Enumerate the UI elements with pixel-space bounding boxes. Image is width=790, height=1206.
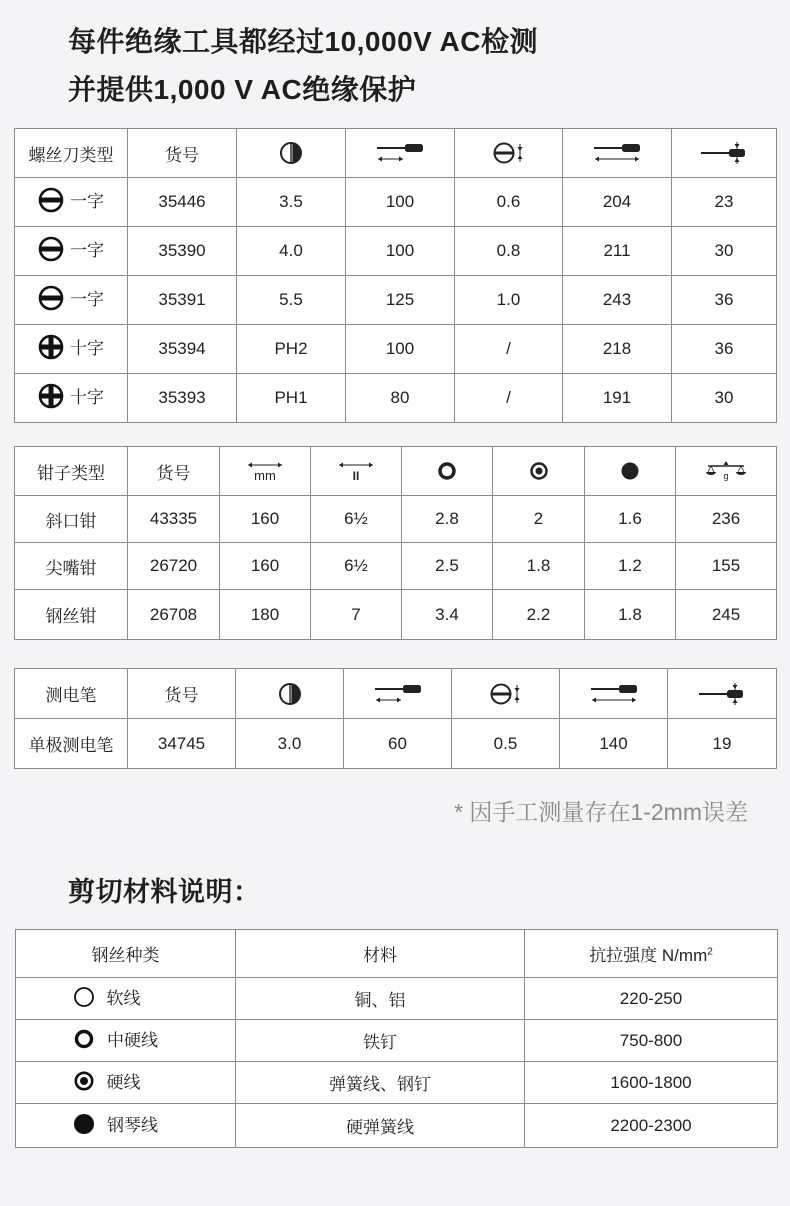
blade-thickness: 0.6 [455, 178, 563, 227]
table-row [16, 1062, 778, 1104]
item-no: 35394 [128, 325, 237, 374]
blade-length: 100 [346, 227, 455, 276]
item-no: 35390 [128, 227, 237, 276]
blade-thickness: / [455, 325, 563, 374]
tester-total-length: 140 [560, 719, 668, 769]
material: 铜、铝 [236, 978, 525, 1020]
blade-thickness-icon [492, 141, 526, 165]
pliers-type: 尖嘴钳 [15, 543, 128, 590]
headline-line-1: 每件绝缘工具都经过10,000V AC检测 [68, 26, 538, 57]
col-header-material: 材料 [236, 930, 525, 978]
screwdriver-type-cell [15, 374, 128, 423]
blade-length: 125 [346, 276, 455, 325]
pliers-type: 斜口钳 [15, 496, 128, 543]
material: 弹簧线、钢钉 [236, 1062, 525, 1104]
measurement-note: * 因手工测量存在1-2mm误差 [454, 799, 748, 825]
tensile-strength: 2200-2300 [525, 1104, 778, 1148]
weight: 236 [676, 496, 777, 543]
col-header-item-no: 货号 [128, 129, 237, 178]
medium-wire-icon [73, 1028, 95, 1050]
screwdriver-type: 十字 [70, 339, 104, 358]
screwdriver-type: 十字 [70, 388, 104, 407]
wire-type: 软线 [106, 989, 141, 1009]
tip-size: PH2 [237, 325, 346, 374]
screwdriver-type: 一字 [70, 290, 104, 309]
col-header-type: 钳子类型 [15, 447, 128, 496]
slotted-screw-icon [38, 187, 64, 213]
handle-diameter-icon [699, 141, 749, 165]
medium-wire-capacity: 2 [493, 496, 585, 543]
hard-wire-icon [73, 1070, 95, 1092]
tip-size: 4.0 [237, 227, 346, 276]
tester-item-no: 34745 [128, 719, 236, 769]
screwdriver-type: 一字 [70, 241, 104, 260]
blade-length: 100 [346, 178, 455, 227]
pliers-type: 钢丝钳 [15, 590, 128, 640]
soft-wire-icon [436, 460, 458, 482]
table-row [15, 374, 777, 423]
screwdriver-type-cell [15, 227, 128, 276]
table-row [15, 543, 777, 590]
cutting-material-table [15, 929, 778, 1148]
handle-diameter: 36 [672, 276, 777, 325]
tensile-strength: 750-800 [525, 1020, 778, 1062]
total-length: 204 [563, 178, 672, 227]
medium-wire-capacity: 1.8 [493, 543, 585, 590]
col-header-type: 螺丝刀类型 [15, 129, 128, 178]
wire-type-cell [16, 1062, 236, 1104]
hard-wire-capacity: 1.8 [585, 590, 676, 640]
length-inch: 6½ [311, 496, 402, 543]
screwdriver-type-cell [15, 178, 128, 227]
blade-thickness: 0.8 [455, 227, 563, 276]
tip-size-icon [278, 682, 302, 706]
tip-size: 5.5 [237, 276, 346, 325]
tester-table [14, 668, 777, 769]
blade-length-icon [373, 682, 423, 706]
length-mm: 160 [220, 543, 311, 590]
table-header-row [16, 930, 778, 978]
tip-size: PH1 [237, 374, 346, 423]
medium-wire-icon [528, 460, 550, 482]
length-mm-icon [245, 459, 285, 483]
blade-thickness: 1.0 [455, 276, 563, 325]
length-mm: 180 [220, 590, 311, 640]
total-length: 243 [563, 276, 672, 325]
slotted-screw-icon [38, 236, 64, 262]
length-inch: 6½ [311, 543, 402, 590]
table-row [15, 719, 777, 769]
blade-length-icon [375, 141, 425, 165]
handle-diameter-icon [697, 682, 747, 706]
medium-wire-capacity: 2.2 [493, 590, 585, 640]
soft-wire-capacity: 2.5 [402, 543, 493, 590]
gram-label: g [723, 471, 729, 481]
item-no: 35446 [128, 178, 237, 227]
table-row [15, 178, 777, 227]
mm-label: mm [254, 468, 276, 483]
total-length-icon [589, 682, 639, 706]
hard-wire-capacity: 1.2 [585, 543, 676, 590]
col-header-item-no: 货号 [128, 669, 236, 719]
wire-type-cell [16, 1020, 236, 1062]
screwdriver-type-cell [15, 325, 128, 374]
table-row [16, 1104, 778, 1148]
screwdriver-type-cell [15, 276, 128, 325]
phillips-screw-icon [38, 383, 64, 409]
headline-line-2: 并提供1,000 V AC绝缘保护 [68, 74, 417, 105]
weight-scale-icon [704, 459, 748, 483]
table-row [15, 496, 777, 543]
handle-diameter: 30 [672, 374, 777, 423]
wire-type-cell [16, 1104, 236, 1148]
table-header-row [15, 447, 777, 496]
blade-length: 100 [346, 325, 455, 374]
slotted-screw-icon [38, 285, 64, 311]
material: 铁钉 [236, 1020, 525, 1062]
screwdriver-table [14, 128, 777, 423]
tensile-strength: 220-250 [525, 978, 778, 1020]
table-row [15, 276, 777, 325]
total-length: 211 [563, 227, 672, 276]
item-no: 43335 [128, 496, 220, 543]
tester-handle-diameter: 19 [668, 719, 777, 769]
tester-blade-length: 60 [344, 719, 452, 769]
item-no: 35391 [128, 276, 237, 325]
phillips-screw-icon [38, 334, 64, 360]
wire-type-cell [16, 978, 236, 1020]
wire-type: 硬线 [106, 1073, 141, 1093]
length-inch: 7 [311, 590, 402, 640]
total-length-icon [592, 141, 642, 165]
soft-wire-capacity: 2.8 [402, 496, 493, 543]
table-row [15, 590, 777, 640]
blade-thickness: / [455, 374, 563, 423]
total-length: 218 [563, 325, 672, 374]
blade-length: 80 [346, 374, 455, 423]
blade-thickness-icon [489, 682, 523, 706]
cutting-title: 剪切材料说明： [68, 877, 261, 907]
length-mm: 160 [220, 496, 311, 543]
soft-wire-capacity: 3.4 [402, 590, 493, 640]
tip-size: 3.5 [237, 178, 346, 227]
table-row [15, 325, 777, 374]
tester-tip: 3.0 [236, 719, 344, 769]
material: 硬弹簧线 [236, 1104, 525, 1148]
wire-type: 中硬线 [107, 1031, 158, 1051]
wire-type: 钢琴线 [107, 1116, 158, 1136]
tensile-strength: 1600-1800 [525, 1062, 778, 1104]
tip-size-icon [279, 141, 303, 165]
weight: 155 [676, 543, 777, 590]
hard-wire-icon [619, 460, 641, 482]
col-header-strength: 抗拉强度 $N/mm^2$ [525, 930, 778, 978]
item-no: 35393 [128, 374, 237, 423]
total-length: 191 [563, 374, 672, 423]
inch-label: II [352, 469, 360, 483]
table-row [16, 978, 778, 1020]
table-header-row [15, 669, 777, 719]
table-row [15, 227, 777, 276]
handle-diameter: 36 [672, 325, 777, 374]
item-no: 26708 [128, 590, 220, 640]
soft-wire-icon [73, 986, 95, 1008]
screwdriver-type: 一字 [70, 192, 104, 211]
col-header-type: 测电笔 [15, 669, 128, 719]
piano-wire-icon [73, 1113, 95, 1135]
item-no: 26720 [128, 543, 220, 590]
handle-diameter: 30 [672, 227, 777, 276]
col-header-item-no: 货号 [128, 447, 220, 496]
pliers-table [14, 446, 777, 640]
tester-thickness: 0.5 [452, 719, 560, 769]
table-header-row [15, 129, 777, 178]
hard-wire-capacity: 1.6 [585, 496, 676, 543]
handle-diameter: 23 [672, 178, 777, 227]
weight: 245 [676, 590, 777, 640]
length-inch-icon [336, 459, 376, 483]
col-header-wire-type: 钢丝种类 [16, 930, 236, 978]
tester-type: 单极测电笔 [15, 719, 128, 769]
table-row [16, 1020, 778, 1062]
